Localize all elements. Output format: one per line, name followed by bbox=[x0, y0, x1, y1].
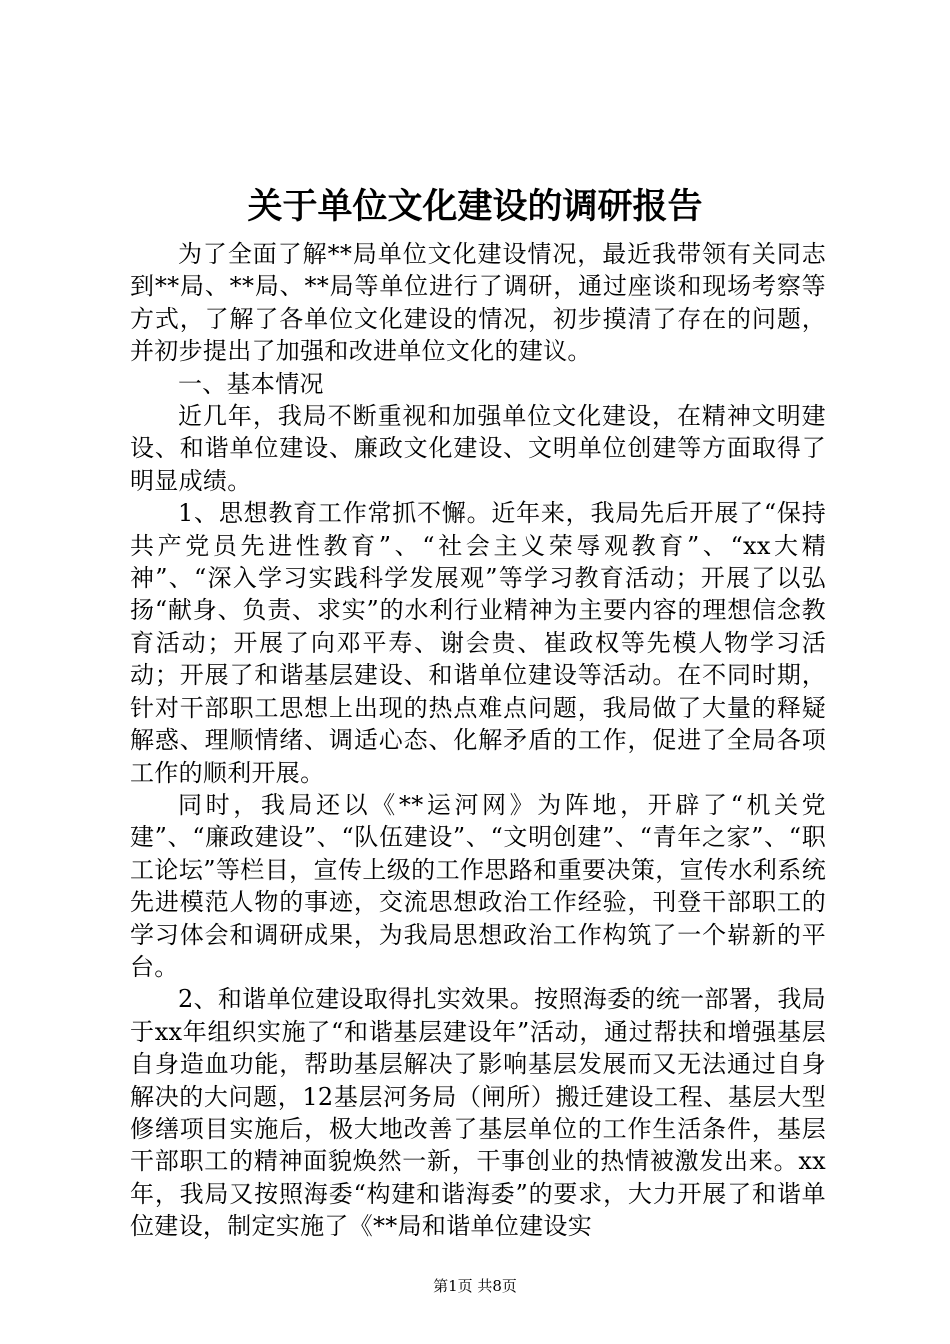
paragraph-item-2: 2、和谐单位建设取得扎实效果。按照海委的统一部署，我局于xx年组织实施了“和谐基层建设年”活动，通过帮扶和增强基层自身造血功能，帮助基层解决了影响基层发展而又无法通过自身解决的大问题，12基层河务局（闸所）搬迁建设工程、基层大型修缮项目实施后，极大地改善了基层单位的工作生活条件，基层干部职工的精神面貌焕然一新，干事创业的热情被激发出来。xx年，我局又按照海委“构建和谐海委”的要求，大力开展了和谐单位建设，制定实施了《**局和谐单位建设实 bbox=[130, 985, 826, 1241]
document-body bbox=[130, 238, 826, 1243]
paragraph-item-1: 1、思想教育工作常抓不懈。近年来，我局先后开展了“保持共产党员先进性教育”、“社会主义荣辱观教育”、“xx大精神”、“深入学习实践科学发展观”等学习教育活动；开展了以弘扬“献身、负责、求实”的水利行业精神为主要内容的理想信念教育活动；开展了向邓平寿、谢会贵、崔政权等先模人物学习活动；开展了和谐基层建设、和谐单位建设等活动。在不同时期，针对干部职工思想上出现的热点难点问题，我局做了大量的释疑解惑、理顺情绪、调适心态、化解矛盾的工作，促进了全局各项工作的顺利开展。 bbox=[130, 499, 826, 787]
paragraph-website: 同时，我局还以《**运河网》为阵地，开辟了“机关党建”、“廉政建设”、“队伍建设”、“文明创建”、“青年之家”、“职工论坛”等栏目，宣传上级的工作思路和重要决策，宣传水利系统先进模范人物的事迹，交流思想政治工作经验，刊登干部职工的学习体会和调研成果，为我局思想政治工作构筑了一个崭新的平台。 bbox=[130, 790, 826, 981]
document-title: 关于单位文化建设的调研报告 bbox=[247, 186, 703, 227]
paragraph-overview: 近几年，我局不断重视和加强单位文化建设，在精神文明建设、和谐单位建设、廉政文化建设、文明单位创建等方面取得了明显成绩。 bbox=[130, 402, 826, 495]
page-footer: 第1页 共8页 bbox=[433, 1277, 517, 1295]
section-heading-basic-situation: 一、基本情况 bbox=[178, 369, 324, 398]
paragraph-intro: 为了全面了解**局单位文化建设情况，最近我带领有关同志到**局、**局、**局等单位进行了调研，通过座谈和现场考察等方式，了解了各单位文化建设的情况，初步摸清了存在的问题，并初步提出了加强和改进单位文化的建议。 bbox=[130, 240, 826, 366]
